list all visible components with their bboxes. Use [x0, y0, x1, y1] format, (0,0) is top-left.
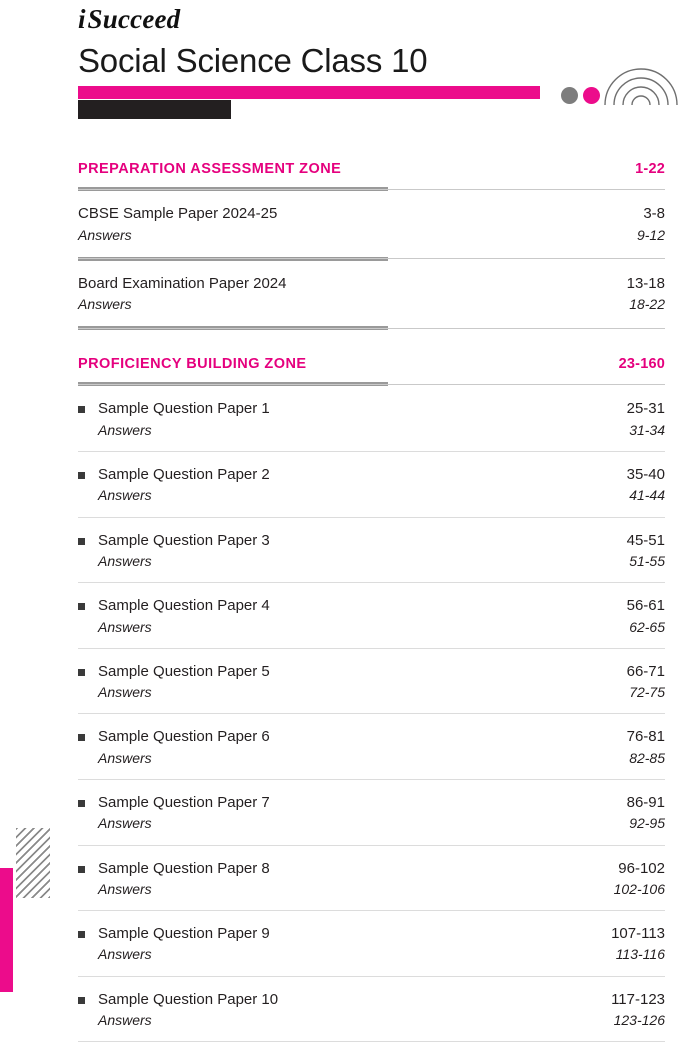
- row-title: Sample Question Paper 2: [98, 466, 270, 484]
- row-pages: [627, 726, 665, 768]
- row-left: [78, 464, 270, 506]
- header-black-rule: [78, 100, 231, 119]
- square-bullet-icon: [78, 406, 85, 413]
- square-bullet-icon: [78, 538, 85, 545]
- zone-header: [78, 356, 665, 381]
- zone-row-list: [78, 386, 665, 1042]
- row-subtitle: Answers: [98, 421, 152, 438]
- table-row[interactable]: [78, 452, 665, 517]
- magenta-vertical-bar: [0, 868, 13, 992]
- zone-divider: [78, 186, 665, 191]
- row-pages: [627, 464, 665, 506]
- row-texts: [98, 530, 270, 572]
- row-subtitle: Answers: [98, 684, 152, 701]
- row-left: [78, 726, 270, 768]
- row-title: Sample Question Paper 10: [98, 990, 279, 1008]
- brand-logo-i: i: [78, 4, 88, 34]
- row-pages: [627, 661, 665, 703]
- row-sub-page-range: 18-22: [629, 296, 665, 313]
- row-texts: [98, 661, 270, 703]
- row-page-range: 117-123: [611, 990, 665, 1008]
- row-divider: [78, 325, 665, 330]
- row-title: Sample Question Paper 4: [98, 597, 270, 615]
- zone-page-range: 23-160: [618, 356, 665, 373]
- square-bullet-icon: [78, 669, 85, 676]
- row-title: Sample Question Paper 9: [98, 925, 270, 943]
- page-header: [0, 0, 682, 131]
- row-subtitle: Answers: [98, 880, 152, 897]
- row-title: Sample Question Paper 8: [98, 859, 270, 877]
- row-sub-page-range: 62-65: [629, 618, 665, 635]
- row-left: [78, 273, 286, 315]
- row-pages: [611, 989, 665, 1031]
- table-row[interactable]: [78, 780, 665, 845]
- square-bullet-icon: [78, 997, 85, 1004]
- table-row[interactable]: [78, 386, 665, 451]
- square-bullet-icon: [78, 734, 85, 741]
- table-row[interactable]: [78, 649, 665, 714]
- table-row[interactable]: [78, 977, 665, 1042]
- row-subtitle: Answers: [98, 749, 152, 766]
- zone-divider: [78, 381, 665, 386]
- row-texts: [78, 273, 286, 315]
- square-bullet-icon: [78, 472, 85, 479]
- row-pages: [637, 203, 665, 245]
- row-title: Sample Question Paper 5: [98, 662, 270, 680]
- row-title: CBSE Sample Paper 2024-25: [78, 205, 278, 223]
- row-pages: [627, 398, 665, 440]
- square-bullet-icon: [78, 866, 85, 873]
- row-left: [78, 661, 270, 703]
- diagonal-hatch-square-icon: [16, 828, 50, 898]
- brand-logo-name: Succeed: [87, 4, 181, 34]
- row-title: Sample Question Paper 6: [98, 728, 270, 746]
- pink-dot-icon: [583, 87, 600, 104]
- row-subtitle: Answers: [78, 296, 132, 313]
- row-left: [78, 858, 270, 900]
- row-subtitle: Answers: [98, 815, 152, 832]
- table-row[interactable]: [78, 583, 665, 648]
- zone-page-range: 1-22: [635, 161, 665, 178]
- table-row[interactable]: [78, 714, 665, 779]
- row-sub-page-range: 102-106: [613, 880, 665, 897]
- zone-proficiency-building: [78, 356, 665, 1042]
- row-left: [78, 398, 270, 440]
- row-texts: [98, 989, 278, 1031]
- brand-logo: [78, 0, 682, 33]
- square-bullet-icon: [78, 800, 85, 807]
- row-sub-page-range: 123-126: [613, 1012, 665, 1029]
- square-bullet-icon: [78, 931, 85, 938]
- square-bullet-icon: [78, 603, 85, 610]
- table-row[interactable]: [78, 846, 665, 911]
- table-row[interactable]: [78, 911, 665, 976]
- row-texts: [98, 858, 270, 900]
- row-sub-page-range: 113-116: [615, 946, 665, 963]
- row-left: [78, 923, 270, 965]
- row-page-range: 25-31: [626, 400, 665, 418]
- row-left: [78, 989, 278, 1031]
- row-title: Sample Question Paper 1: [98, 400, 270, 418]
- row-left: [78, 792, 270, 834]
- row-texts: [78, 203, 277, 245]
- row-pages: [627, 792, 665, 834]
- zone-preparation-assessment: [78, 161, 665, 330]
- row-page-range: 107-113: [611, 925, 665, 943]
- row-sub-page-range: 82-85: [629, 749, 665, 766]
- row-page-range: 66-71: [626, 662, 665, 680]
- row-texts: [98, 726, 270, 768]
- row-sub-page-range: 31-34: [629, 421, 665, 438]
- table-row[interactable]: [78, 261, 665, 326]
- header-pink-rule: [78, 86, 540, 99]
- row-page-range: 3-8: [643, 205, 665, 223]
- row-subtitle: Answers: [98, 618, 152, 635]
- row-page-range: 56-61: [626, 597, 665, 615]
- table-of-contents: [0, 161, 682, 1042]
- row-pages: [614, 858, 665, 900]
- row-page-range: 96-102: [618, 859, 665, 877]
- row-subtitle: Answers: [78, 226, 132, 243]
- row-texts: [98, 464, 270, 506]
- page-title: Social Science Class 10: [78, 42, 428, 79]
- gray-dot-icon: [561, 87, 578, 104]
- zone-title: PREPARATION ASSESSMENT ZONE: [78, 161, 342, 178]
- row-sub-page-range: 51-55: [629, 552, 665, 569]
- row-pages: [627, 273, 665, 315]
- row-sub-page-range: 72-75: [629, 684, 665, 701]
- row-left: [78, 530, 270, 572]
- table-row[interactable]: [78, 191, 665, 256]
- row-page-range: 35-40: [626, 466, 665, 484]
- row-page-range: 45-51: [626, 531, 665, 549]
- row-pages: [627, 595, 665, 637]
- row-left: [78, 203, 277, 245]
- row-page-range: 13-18: [626, 274, 665, 292]
- row-title: Board Examination Paper 2024: [78, 274, 287, 292]
- zone-spacer: [78, 330, 665, 356]
- row-texts: [98, 595, 270, 637]
- zone-title: PROFICIENCY BUILDING ZONE: [78, 356, 307, 373]
- row-page-range: 86-91: [626, 794, 665, 811]
- row-sub-page-range: 92-95: [629, 815, 665, 832]
- row-texts: [98, 398, 270, 440]
- row-pages: [611, 923, 665, 965]
- row-left: [78, 595, 270, 637]
- row-texts: [98, 923, 270, 965]
- row-title: Sample Question Paper 7: [98, 794, 270, 811]
- table-row[interactable]: [78, 518, 665, 583]
- concentric-arcs-icon: [602, 56, 680, 111]
- row-pages: [627, 530, 665, 572]
- row-divider: [78, 256, 665, 261]
- row-texts: [98, 792, 270, 834]
- row-page-range: 76-81: [626, 728, 665, 746]
- row-subtitle: Answers: [98, 487, 152, 504]
- row-subtitle: Answers: [98, 552, 152, 569]
- row-sub-page-range: 41-44: [629, 487, 665, 504]
- zone-header: [78, 161, 665, 186]
- row-title: Sample Question Paper 3: [98, 531, 270, 549]
- row-subtitle: Answers: [98, 1012, 152, 1029]
- row-sub-page-range: 9-12: [636, 226, 665, 243]
- row-subtitle: Answers: [98, 946, 152, 963]
